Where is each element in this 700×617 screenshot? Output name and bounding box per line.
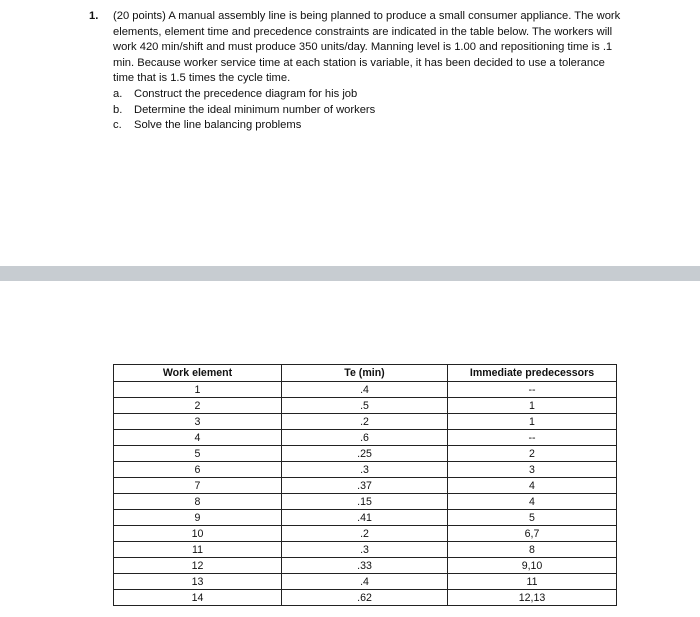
cell-work-element: 12 — [114, 558, 282, 574]
cell-work-element: 2 — [114, 398, 282, 414]
cell-te: .6 — [282, 430, 448, 446]
cell-te: .5 — [282, 398, 448, 414]
cell-work-element: 5 — [114, 446, 282, 462]
subpart-letter: b. — [113, 103, 123, 116]
cell-work-element: 10 — [114, 526, 282, 542]
cell-predecessors: 4 — [448, 478, 617, 494]
cell-predecessors: -- — [448, 430, 617, 446]
table-row — [114, 430, 617, 446]
cell-te: .62 — [282, 590, 448, 606]
cell-te: .15 — [282, 494, 448, 510]
cell-work-element: 7 — [114, 478, 282, 494]
cell-predecessors: 3 — [448, 462, 617, 478]
cell-te: .33 — [282, 558, 448, 574]
problem-text: (20 points) A manual assembly line is being planned to produce a small consumer appliance. The work elements, element time and precedence constraints are indicated in the table below. The workers will work 420 min/shift and must produce 350 units/day. Manning level is 1.00 and repositioning time is .1 min. Because worker service time at each station is variable, it has been decided to use a tolerance time that is 1.5 times the cycle time. — [113, 10, 621, 85]
header-te-min: Te (min) — [282, 365, 448, 382]
cell-predecessors: 1 — [448, 398, 617, 414]
cell-predecessors: 4 — [448, 494, 617, 510]
cell-work-element: 8 — [114, 494, 282, 510]
table-row — [114, 558, 617, 574]
cell-work-element: 13 — [114, 574, 282, 590]
cell-te: .3 — [282, 542, 448, 558]
table-row — [114, 590, 617, 606]
cell-te: .4 — [282, 382, 448, 398]
cell-work-element: 1 — [114, 382, 282, 398]
cell-te: .37 — [282, 478, 448, 494]
subpart-c — [113, 118, 629, 134]
cell-work-element: 4 — [114, 430, 282, 446]
table-row — [114, 542, 617, 558]
subpart-text: Construct the precedence diagram for his job — [134, 87, 358, 100]
problem-statement — [89, 9, 629, 134]
cell-predecessors: 6,7 — [448, 526, 617, 542]
cell-work-element: 6 — [114, 462, 282, 478]
table-row — [114, 462, 617, 478]
subpart-text: Determine the ideal minimum number of workers — [134, 103, 376, 116]
cell-te: .2 — [282, 526, 448, 542]
cell-work-element: 3 — [114, 414, 282, 430]
table-row — [114, 574, 617, 590]
cell-te: .3 — [282, 462, 448, 478]
table-row — [114, 446, 617, 462]
subparts-list — [89, 87, 629, 134]
cell-work-element: 14 — [114, 590, 282, 606]
cell-predecessors: 5 — [448, 510, 617, 526]
subpart-letter: a. — [113, 87, 123, 100]
subpart-letter: c. — [113, 119, 122, 132]
section-divider — [0, 266, 700, 281]
table-row — [114, 382, 617, 398]
cell-work-element: 11 — [114, 542, 282, 558]
cell-te: .41 — [282, 510, 448, 526]
cell-te: .25 — [282, 446, 448, 462]
cell-predecessors: -- — [448, 382, 617, 398]
cell-predecessors: 2 — [448, 446, 617, 462]
problem-paragraph — [89, 9, 629, 87]
cell-te: .2 — [282, 414, 448, 430]
cell-predecessors: 11 — [448, 574, 617, 590]
problem-number: 1. — [89, 10, 99, 22]
subpart-text: Solve the line balancing problems — [134, 119, 302, 132]
subpart-a — [113, 87, 629, 103]
cell-predecessors: 8 — [448, 542, 617, 558]
header-immediate-predecessors: Immediate predecessors — [448, 365, 617, 382]
table-row — [114, 478, 617, 494]
cell-predecessors: 9,10 — [448, 558, 617, 574]
table-row — [114, 510, 617, 526]
table-row — [114, 494, 617, 510]
table-row — [114, 414, 617, 430]
table-header-row — [114, 365, 617, 382]
header-work-element: Work element — [114, 365, 282, 382]
table-row — [114, 526, 617, 542]
cell-predecessors: 1 — [448, 414, 617, 430]
cell-work-element: 9 — [114, 510, 282, 526]
subpart-b — [113, 103, 629, 119]
table-row — [114, 398, 617, 414]
cell-te: .4 — [282, 574, 448, 590]
cell-predecessors: 12,13 — [448, 590, 617, 606]
work-elements-table — [113, 364, 617, 606]
